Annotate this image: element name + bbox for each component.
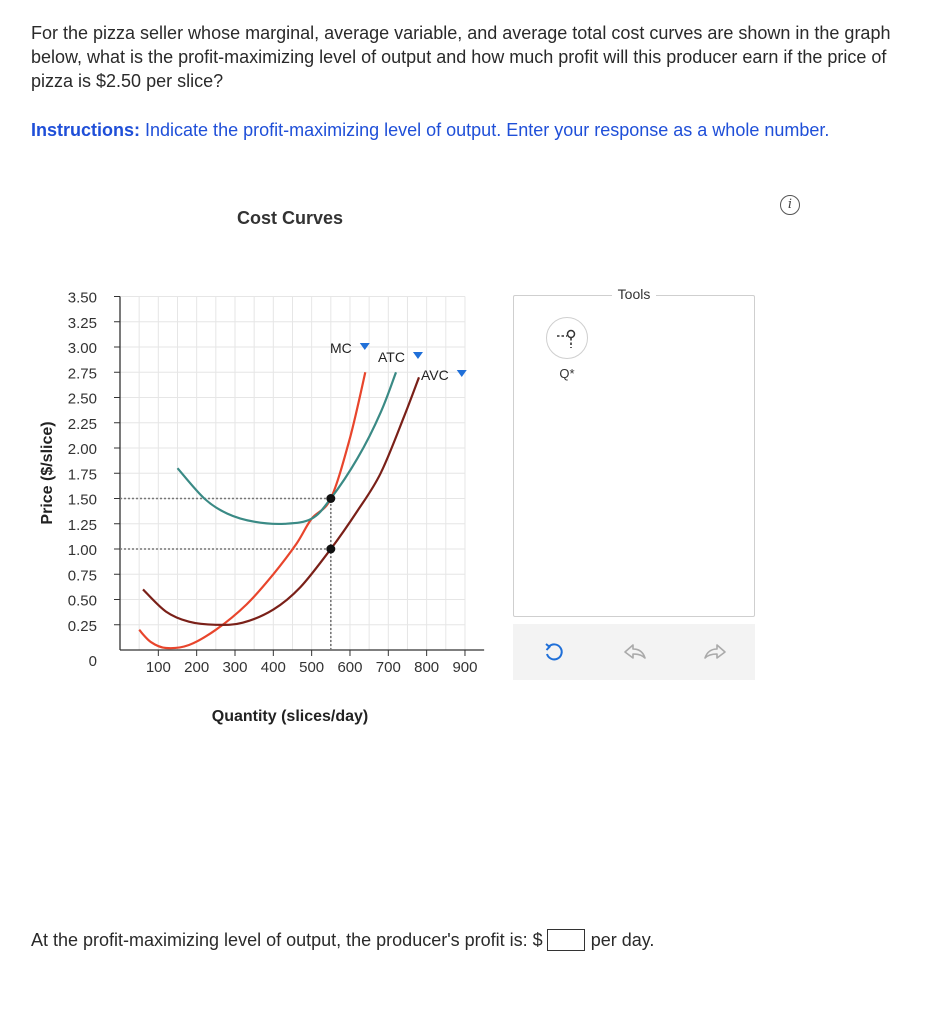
tools-title: Tools	[612, 286, 657, 302]
qstar-tool-button[interactable]	[546, 317, 588, 359]
x-tick-label: 300	[222, 659, 248, 676]
y-axis-label: Price ($/slice)	[39, 421, 56, 525]
y-tick-label: 2.75	[67, 365, 97, 383]
x-tick-label: 100	[145, 659, 171, 676]
y-tick-label: 1.00	[67, 542, 97, 559]
profit-input[interactable]	[547, 929, 585, 951]
x-tick-label: 500	[299, 659, 325, 676]
info-icon[interactable]: i	[780, 195, 800, 215]
y-tick-label: 3.25	[67, 314, 97, 332]
answer-suffix: per day.	[590, 929, 655, 950]
origin-label: 0	[88, 653, 97, 670]
y-tick-label: 1.50	[67, 491, 97, 509]
atc-label[interactable]: ATC	[378, 349, 405, 365]
qstar-label: Q*	[559, 366, 575, 381]
y-tick-label: 3.00	[67, 340, 97, 357]
mc-curve[interactable]	[139, 372, 365, 648]
answer-prefix: At the profit-maximizing level of output, the producer's profit is: $	[31, 929, 543, 950]
y-tick-label: 2.25	[67, 415, 97, 433]
x-tick-label: 400	[260, 659, 286, 676]
atc-dropdown-icon[interactable]	[413, 352, 423, 359]
x-axis-label: Quantity (slices/day)	[211, 708, 369, 725]
y-tick-label: 0.50	[67, 592, 97, 610]
undo-icon[interactable]	[621, 638, 649, 666]
y-tick-label: 0.75	[67, 567, 97, 585]
redo-icon[interactable]	[701, 638, 729, 666]
mc-label[interactable]: MC	[330, 340, 352, 356]
x-tick-label: 800	[414, 659, 440, 676]
question-text: For the pizza seller whose marginal, average variable, and average total cost curves are shown in the graph below, what is the profit-maximizing level of output and how much profit will this producer earn if the price of pizza is $2.50 per slice?	[31, 23, 891, 91]
y-tick-label: 3.50	[67, 289, 97, 307]
x-tick-label: 600	[337, 659, 363, 676]
y-tick-label: 1.25	[67, 516, 97, 534]
atc-point[interactable]	[326, 494, 335, 503]
answer-line	[31, 929, 654, 951]
avc-label[interactable]: AVC	[421, 367, 449, 383]
avc-curve[interactable]	[143, 377, 419, 625]
avc-point[interactable]	[326, 545, 335, 554]
y-tick-label: 2.50	[67, 390, 97, 408]
y-tick-label: 2.00	[67, 441, 97, 458]
action-bar	[513, 624, 755, 680]
x-tick-label: 700	[375, 659, 401, 676]
x-tick-label: 900	[452, 659, 478, 676]
y-tick-label: 0.25	[67, 617, 97, 635]
cost-curves-chart[interactable]	[0, 0, 500, 740]
instructions-label: Instructions:	[31, 120, 141, 140]
reset-icon[interactable]	[540, 638, 568, 666]
chart-title: Cost Curves	[236, 208, 344, 228]
x-tick-label: 200	[184, 659, 210, 676]
instructions-text: Indicate the profit-maximizing level of output. Enter your response as a whole number.	[140, 120, 830, 140]
y-tick-label: 1.75	[67, 466, 97, 484]
qstar-icon	[547, 318, 587, 358]
